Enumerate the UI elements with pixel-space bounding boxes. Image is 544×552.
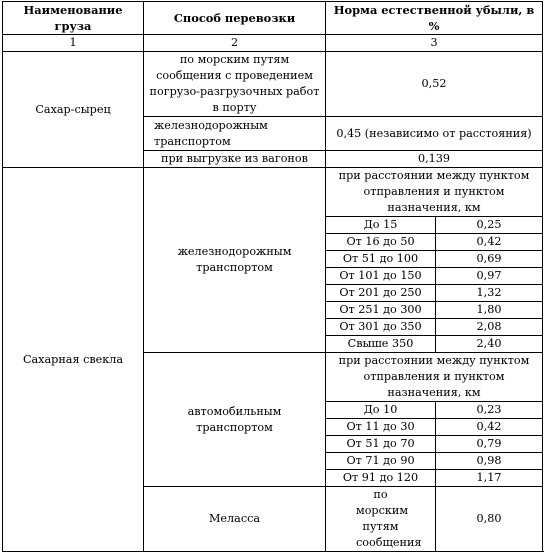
table-row [3, 52, 543, 117]
loss-norm-value: 1,32 [436, 285, 543, 302]
transport-method: по морским путям сообщения [326, 487, 436, 552]
loss-norm-value: 1,80 [436, 302, 543, 319]
distance-range: От 101 до 150 [326, 268, 436, 285]
header-loss-norm: Норма естественной убыли, в % [326, 2, 543, 35]
distance-range: До 10 [326, 402, 436, 419]
loss-norm-value: 2,40 [436, 336, 543, 353]
column-numbers-row [3, 35, 543, 52]
loss-norm-value: 0,97 [436, 268, 543, 285]
cargo-name-molasses: Меласса [144, 487, 326, 552]
loss-norm-value: 0,139 [326, 151, 543, 168]
loss-norm-value: 0,42 [436, 234, 543, 251]
distance-range: От 51 до 100 [326, 251, 436, 268]
header-transport-method: Способ перевозки [144, 2, 326, 35]
distance-range: Свыше 350 [326, 336, 436, 353]
distance-range: До 15 [326, 217, 436, 234]
loss-norm-value: 0,25 [436, 217, 543, 234]
header-row [3, 2, 543, 35]
column-number-2: 2 [144, 35, 326, 52]
transport-method: при выгрузке из вагонов [144, 151, 326, 168]
loss-norms-table [2, 1, 543, 552]
distance-range: От 251 до 300 [326, 302, 436, 319]
loss-norm-value: 1,17 [436, 470, 543, 487]
transport-method: железнодорожным транспортом [144, 168, 326, 353]
transport-method: железнодорожным транспортом [144, 117, 326, 151]
distance-range: От 91 до 120 [326, 470, 436, 487]
distance-range: От 11 до 30 [326, 419, 436, 436]
distance-range: От 301 до 350 [326, 319, 436, 336]
distance-range: От 51 до 70 [326, 436, 436, 453]
loss-norm-value: 0,80 [436, 487, 543, 552]
distance-header: при расстоянии между пунктом отправления и пунктом назначения, км [326, 353, 543, 402]
distance-range: От 71 до 90 [326, 453, 436, 470]
header-cargo-name: Наименование груза [3, 2, 144, 35]
cargo-name-sugar-raw: Сахар-сырец [3, 52, 144, 168]
transport-method: автомобильным транспортом [144, 353, 326, 487]
distance-range: От 201 до 250 [326, 285, 436, 302]
loss-norm-value: 2,08 [436, 319, 543, 336]
transport-method: по морским путям сообщения с проведением погрузо-разгрузочных работ в порту [144, 52, 326, 117]
distance-range: От 16 до 50 [326, 234, 436, 251]
loss-norm-value: 0,69 [436, 251, 543, 268]
table-row [3, 168, 543, 217]
loss-norm-value: 0,79 [436, 436, 543, 453]
loss-norm-value: 0,52 [326, 52, 543, 117]
cargo-name-sugar-beet: Сахарная свекла [3, 168, 144, 552]
loss-norm-value: 0,42 [436, 419, 543, 436]
column-number-1: 1 [3, 35, 144, 52]
loss-norm-value: 0,23 [436, 402, 543, 419]
column-number-3: 3 [326, 35, 543, 52]
distance-header: при расстоянии между пунктом отправления и пунктом назначения, км [326, 168, 543, 217]
loss-norm-value: 0,98 [436, 453, 543, 470]
loss-norm-value: 0,45 (независимо от расстояния) [326, 117, 543, 151]
